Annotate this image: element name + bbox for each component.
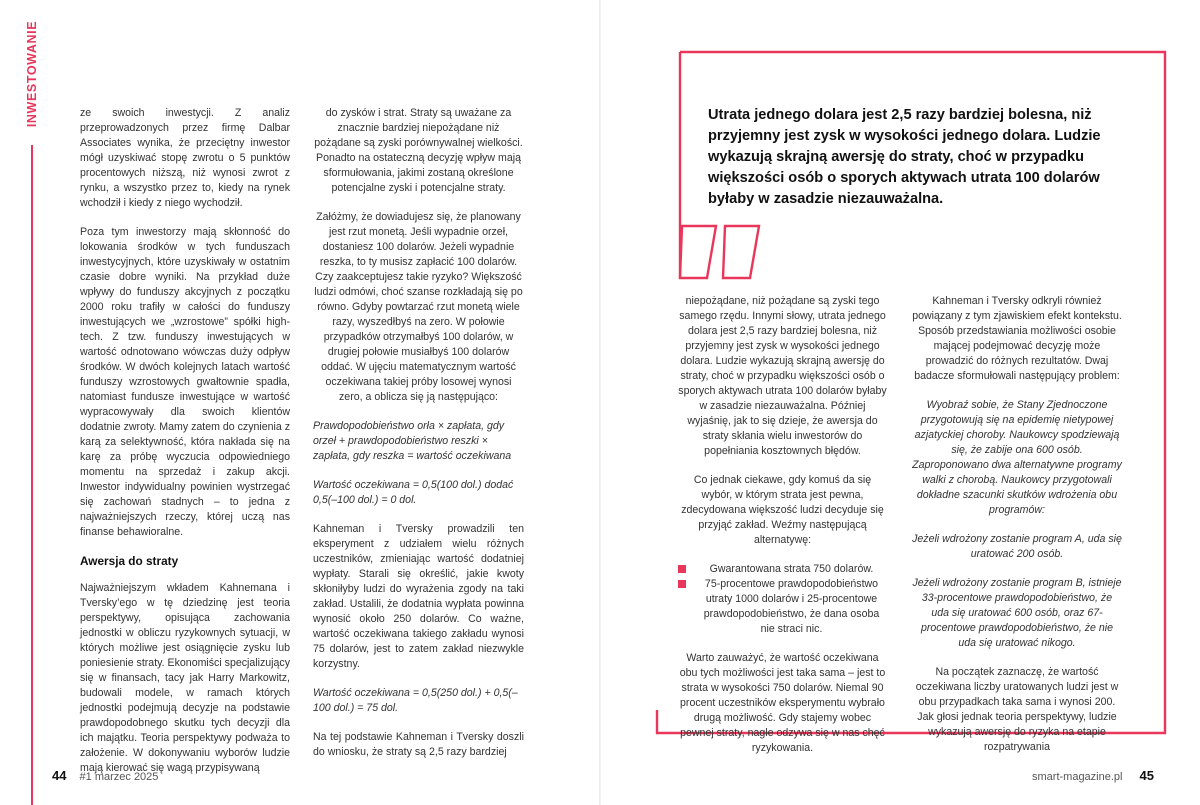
paragraph: Co jednak ciekawe, gdy komuś da się wybór, w którym strata jest pewna, zdecydowana większość ludzi decyduje się przyjąć zakład. Weźmy następującą alternatywę:	[681, 474, 884, 546]
issue-label: #1 marzec 2025	[79, 771, 159, 783]
site-link[interactable]: smart-magazine.pl	[1032, 771, 1123, 783]
paragraph: Poza tym inwestorzy mają skłonność do lokowania środków w tych funduszach inwestycyjnych, które uzyskiwały w ostatnim czasie dobre wyniki. Na przykład duże wpływy do funduszy akcyjnych z początku 2000 roku trafiły w całości do funduszy inwestujących we „wzrostowe” spółki high-tech. Z tzw. funduszy inwestujących w wartość odnotowano wówczas duży odpływ środków. W dwóch kolejnych latach wartość funduszy wzrostowych gwałtownie spadła, natomiast fundusze inwestujące w wartość wypracowywały dla swoich klientów dodatnie zwroty. Mamy zatem do czynienia z karą za selektywność, która nakłada się na karę za próbę wyczucia odpowiedniego momentu na sprzedaż i zakup akcji. Inwestor indywidualny powinien wystrzegać się zachowań stadnych – to jedna z najważniejszych rzeczy, której uczą nas finanse behawioralne.	[80, 226, 291, 538]
paragraph: Załóżmy, że dowiadujesz się, że planowany jest rzut monetą. Jeśli wypadnie orzeł, dostaniesz 100 dolarów. Jeżeli wypadnie reszka, to ty musisz zapłacić 100 dolarów. Czy zaakceptujesz takie ryzyko? Większość ludzi odmówi, choć szanse rozkładają się po równo. Gdyby powtarzać rzut monetą wiele razy, wyszedłbyś na zero. W połowie przypadków otrzymałbyś 100 dolarów, w drugiej połowie musiałbyś 100 dolarów oddać. W ujęciu matematycznym wartość oczekiwana takiej próby losowej wynosi zero, a oblicza się ją następująco:	[314, 211, 523, 403]
paragraph: Najważniejszym wkładem Kahnemana i Tversky’ego w tę dziedzinę jest teoria perspektywy, opisująca zachowania jednostki w obliczu ryzykownych sytuacji, w których możliwe jest osiągnięcie zysku lub poniesienie straty. Ekonomiści specjalizujący się w finansach, tacy jak Harry Markowitz, budowali modele, w ramach których jednostki podejmują decyzje na podstawie prawdopodobnego skutku tych decyzji dla ich majątku. Teoria perspektywy podważa to założenie. W dokonywaniu wyborów ludzie mają kierować się wagą przypisywaną	[80, 582, 291, 774]
formula: Wartość oczekiwana = 0,5(100 dol.) dodać 0,5(–100 dol.) = 0 dol.	[313, 479, 514, 506]
section-label-text: INWESTOWANIE	[25, 20, 39, 128]
paragraph: Jeżeli wdrożony zostanie program A, uda się uratować 200 osób.	[912, 533, 1122, 560]
section-heading: Awersja do straty	[80, 554, 179, 568]
left-column-2	[313, 106, 524, 774]
formula: Wartość oczekiwana = 0,5(250 dol.) + 0,5(–100 dol.) = 75 dol.	[313, 687, 518, 714]
section-label	[22, 18, 42, 130]
right-column-2	[912, 294, 1122, 769]
list-item: Gwarantowana strata 750 dolarów.	[678, 562, 887, 577]
paragraph: Warto zauważyć, że wartość oczekiwana obu tych możliwości jest taka sama – jest to strata w wysokości 750 dolarów. Niemal 90 procent uczestników eksperymentu wybrało drugą możliwość. Gdy stajemy wobec pewnej straty, nagle odzywa się w nas chęć ryzykowania.	[679, 652, 886, 754]
section-rule	[31, 145, 33, 805]
pull-quote: Utrata jednego dolara jest 2,5 razy bardziej bolesna, niż przyjemny jest zysk w wysokości jednego dolara. Ludzie wykazują skrajną awersję do straty, choć w przypadku większości osób o sporych aktywach utrata 100 dolarów byłaby w zasadzie niezauważalna.	[708, 107, 1101, 207]
paragraph: niepożądane, niż pożądane są zyski tego samego rzędu. Innymi słowy, utrata jednego dolara jest 2,5 razy bardziej bolesna, niż przyjemny jest zysk w wysokości jednego dolara. Ludzie wykazują skrajną awersję do straty, choć w przypadku większości osób o sporych aktywach utrata 100 dolarów byłaby w zasadzie niezauważalna. Później wyjaśnię, jak to się dzieje, że awersja do straty skłania wielu inwestorów do popełniania kosztownych błędów.	[678, 295, 887, 457]
list-item: 75-procentowe prawdopodobieństwo utraty 1000 dolarów i 25-procentowe prawdopodobieństwo, że dana osoba nie straci nic.	[678, 577, 887, 637]
right-column-1	[678, 294, 887, 770]
paragraph: Na tej podstawie Kahneman i Tversky doszli do wniosku, że straty są 2,5 razy bardziej	[313, 731, 524, 758]
paragraph: do zysków i strat. Straty są uważane za znacznie bardziej niepożądane niż pożądane są zyski porównywalnej wielkości. Ponadto na ostateczną decyzję wpływ mają sformułowania, jakimi zostaną określone potencjalne zyski i potencjalne straty.	[314, 107, 523, 194]
paragraph: Na początek zaznaczę, że wartość oczekiwana liczby uratowanych ludzi jest w obu przypadkach taka sama i wynosi 200. Jak głosi jednak teoria perspektywy, ludzie wykazują awersję do ryzyka na etapie rozpatrywania	[915, 666, 1119, 753]
paragraph: ze swoich inwestycji. Z analiz przeprowadzonych przez firmę Dalbar Associates wynika, że przeciętny inwestor mógł uzyskiwać stopę zwrotu o 5 punktów procentowych niższą, niż wynosi zwrot z rynku, a wszystko przez to, kiedy na rynek wchodził i kiedy z niego wychodził.	[80, 107, 290, 209]
paragraph: Wyobraź sobie, że Stany Zjednoczone przygotowują się na epidemię nietypowej azjatyckiej choroby. Naukowcy spodziewają się, że zabije ona 600 osób. Zaproponowano dwa alternatywne programy walki z chorobą. Naukowcy przygotowali dokładne szacunki skutków wdrożenia obu programów:	[912, 399, 1122, 516]
paragraph: Jeżeli wdrożony zostanie program B, istnieje 33-procentowe prawdopodobieństwo, że uda się uratować 600 osób, oraz 67-procentowe prawdopodobieństwo, że nie uda się uratować nikogo.	[912, 577, 1122, 649]
left-footer	[52, 768, 158, 783]
page-spine	[599, 0, 601, 805]
quotation-mark-icon	[680, 226, 759, 278]
right-footer	[1032, 768, 1154, 783]
page-number: 44	[52, 768, 67, 783]
formula: Prawdopodobieństwo orła × zapłata, gdy orzeł + prawdopodobieństwo reszki × zapłata, gdy reszka = wartość oczekiwana	[313, 420, 512, 462]
left-column-1	[80, 106, 290, 790]
paragraph: Kahneman i Tversky prowadzili ten eksperyment z udziałem wielu różnych uczestników, zmieniając wartość dodatniej wypłaty. Starali się określić, jakie kwoty skłoniłyby ludzi do wyrażenia zgody na taki zakład. Ustalili, że dodatnia wypłata powinna wynosić około 250 dolarów. Co ważne, wartość oczekiwana takiego zakładu wynosi 75 dolarów, jest to zatem zakład niezwykle korzystny.	[313, 523, 524, 670]
page-number: 45	[1139, 768, 1155, 783]
bullet-list	[678, 562, 887, 637]
paragraph: Kahneman i Tversky odkryli również powiązany z tym zjawiskiem efekt kontekstu. Sposób przedstawiania możliwości osobie mającej podejmować decyzję może prowadzić do różnych rezultatów. Dwaj badacze sformułowali następujący problem:	[912, 295, 1122, 382]
